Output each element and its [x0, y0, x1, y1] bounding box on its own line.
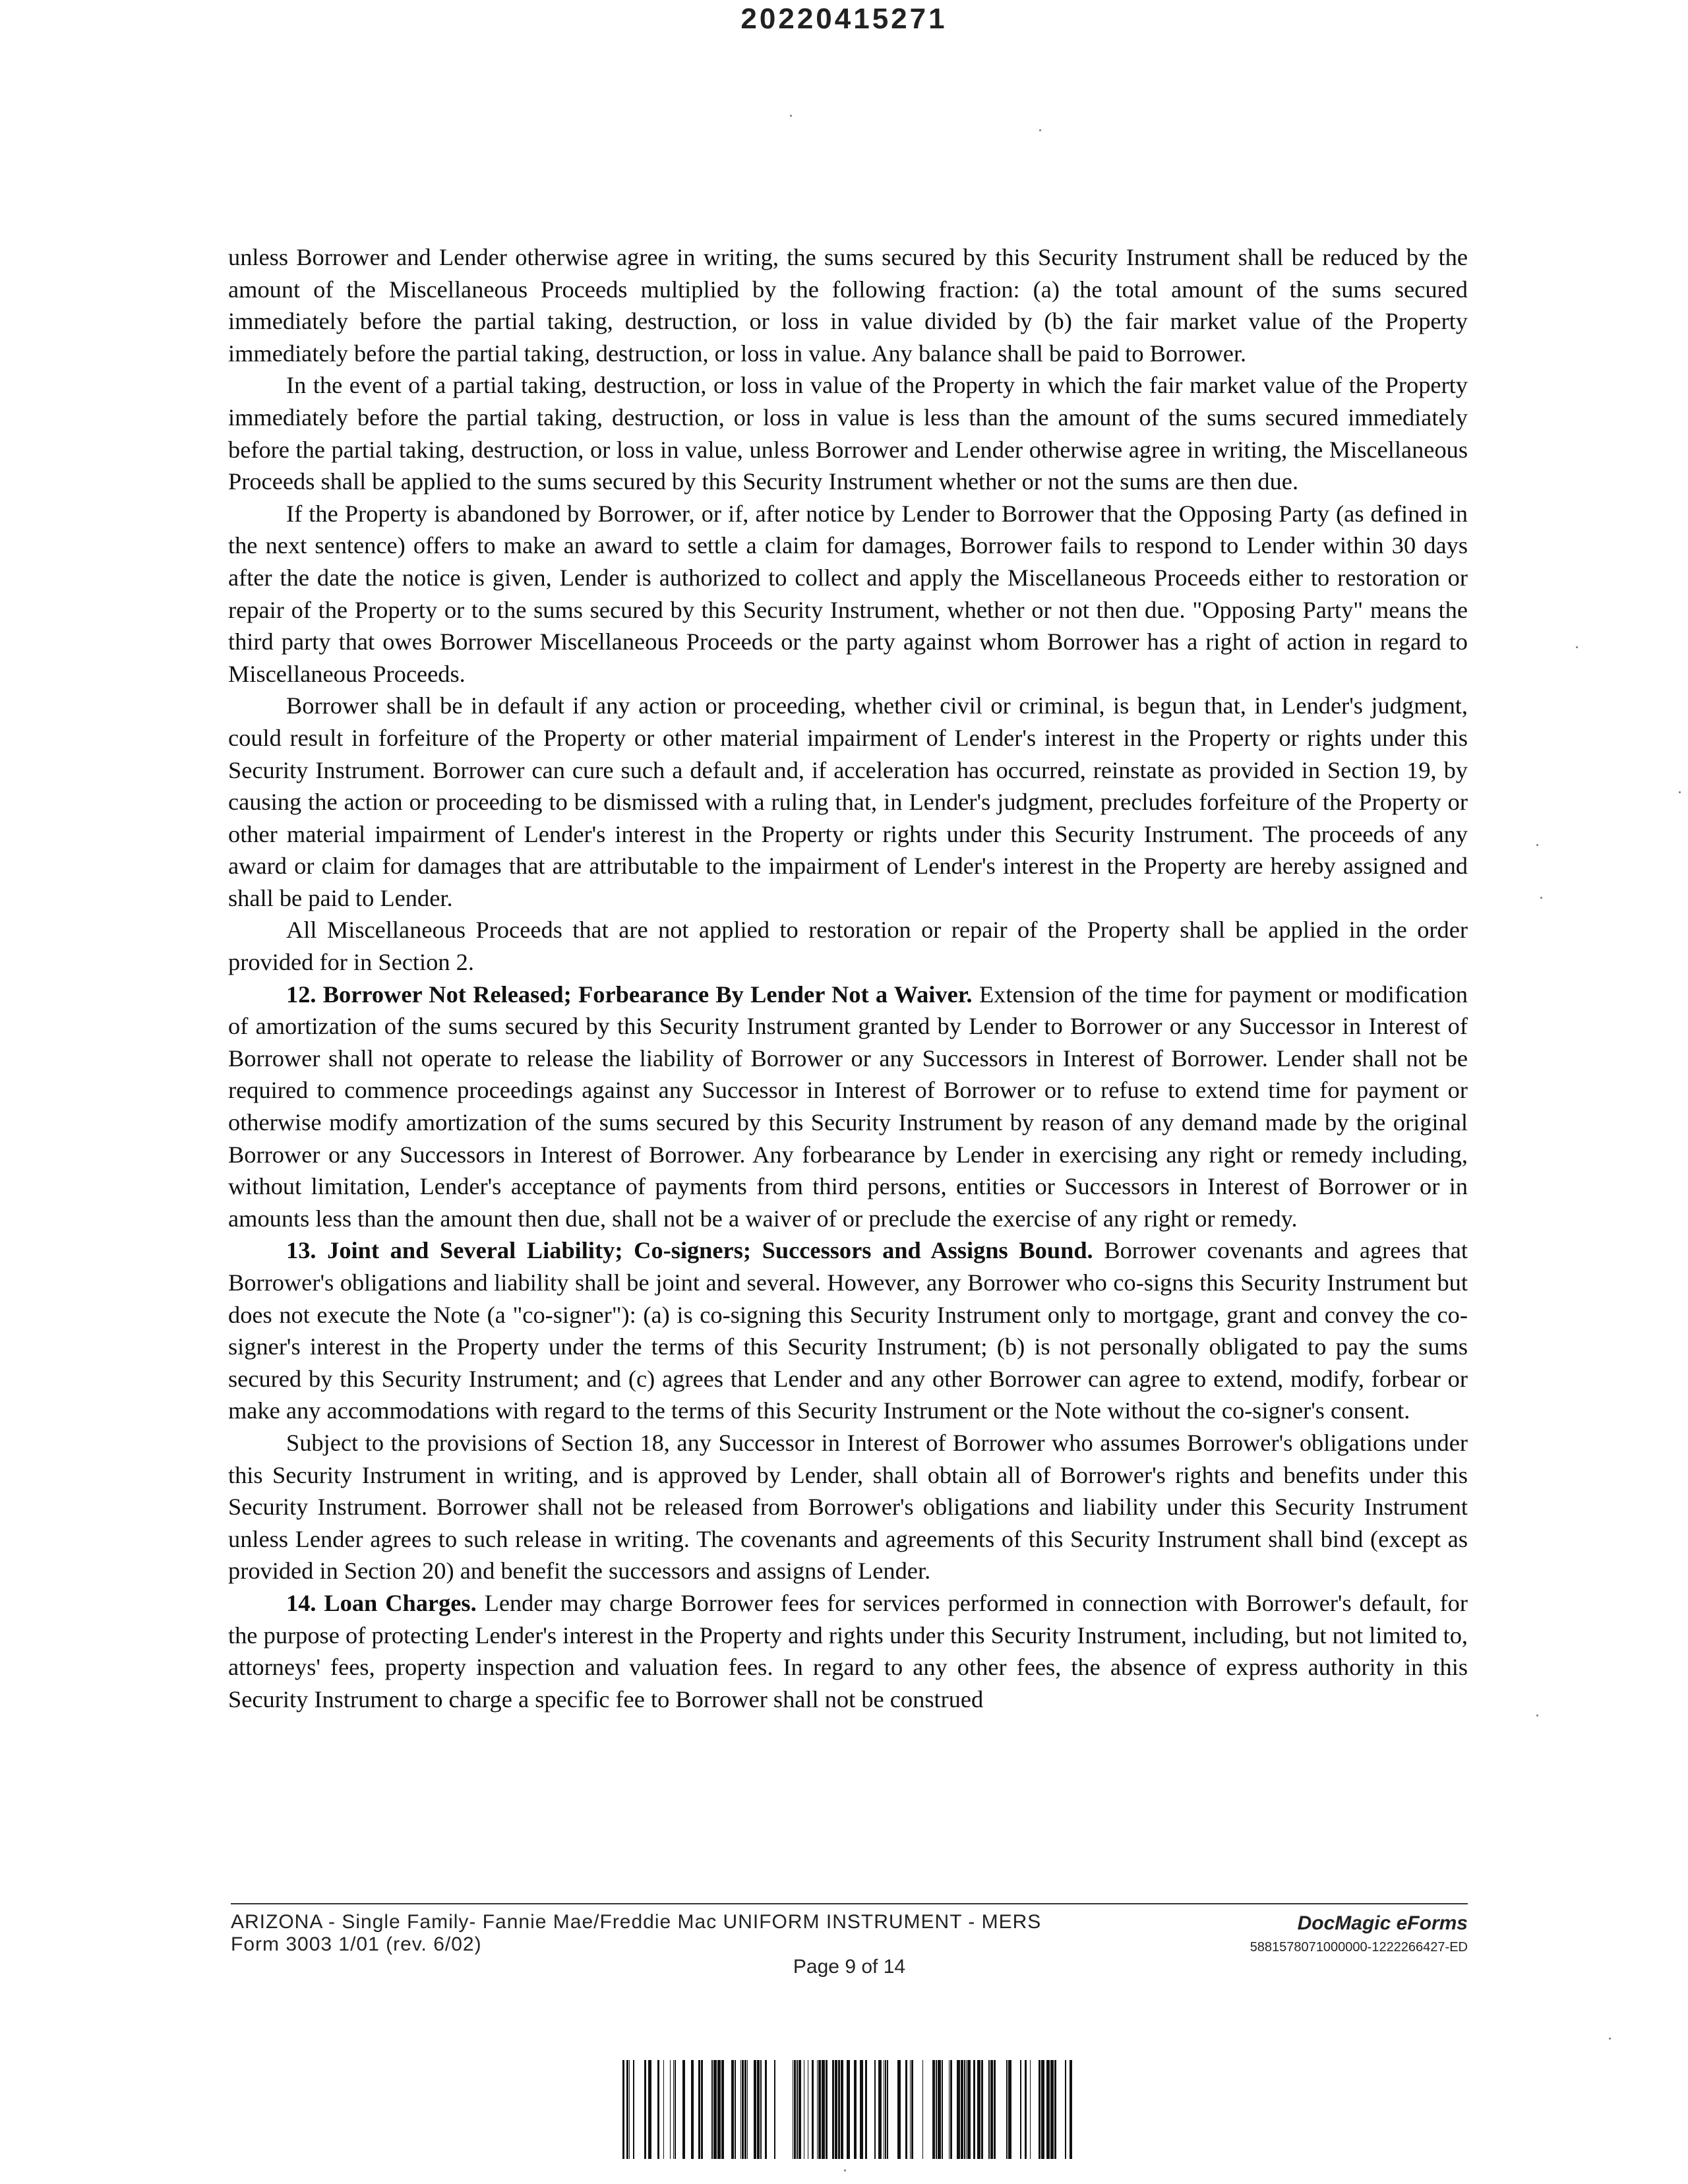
document-body	[228, 241, 1468, 1715]
paragraph-partial-taking-reduction: unless Borrower and Lender otherwise agree in writing, the sums secured by this Security Instrument shall be reduced by the amount of the Miscellaneous Proceeds multiplied by the following fraction: (a) the total amount of the sums secured immediately before the partial taking, destruction, or loss in value divided by (b) the fair market value of the Property immediately before the partial taking, destruction, or loss in value. Any balance shall be paid to Borrower.	[228, 244, 1468, 367]
barcode-icon	[620, 2060, 1081, 2159]
section-14	[228, 1587, 1468, 1715]
recording-number: 20220415271	[740, 3, 948, 35]
section-14-text: Lender may charge Borrower fees for services performed in connection with Borrower's default, for the purpose of protecting Lender's interest in the Property and rights under this Security Instrument, including, but not limited to, attorneys' fees, property inspection and valuation fees. In regard to any other fees, the absence of express authority in this Security Instrument to charge a specific fee to Borrower shall not be construed	[228, 1589, 1468, 1713]
page-number: Page 9 of 14	[793, 1956, 906, 1978]
section-13-text: Borrower covenants and agrees that Borrower's obligations and liability shall be joint and several. However, any Borrower who co-signs this Security Instrument but does not execute the Note (a "co-signer"): (a) is co-signing this Security Instrument only to mortgage, grant and convey the co-signer's interest in the Property under the terms of this Security Instrument; (b) is not personally obligated to pay the sums secured by this Security Instrument; and (c) agrees that Lender and any other Borrower can agree to extend, modify, forbear or make any accommodations with regard to the terms of this Security Instrument or the Note without the co-signer's consent.	[228, 1237, 1468, 1424]
section-12	[228, 979, 1468, 1235]
form-footer	[231, 1903, 1468, 1982]
form-title: ARIZONA - Single Family- Fannie Mae/Freddie Mac UNIFORM INSTRUMENT - MERS	[231, 1911, 1042, 1933]
docmagic-logo: DocMagic eForms	[1297, 1912, 1468, 1934]
paragraph-partial-taking-less-value: In the event of a partial taking, destruction, or loss in value of the Property in which the fair market value of the Property immediately before the partial taking, destruction, or loss in value is less than the amount of the sums secured immediately before the partial taking, destruction, or loss in value, unless Borrower and Lender otherwise agree in writing, the Miscellaneous Proceeds shall be applied to the sums secured by this Security Instrument whether or not the sums are then due.	[228, 372, 1468, 495]
section-12-heading: 12. Borrower Not Released; Forbearance By Lender Not a Waiver.	[286, 981, 973, 1008]
section-13-heading: 13. Joint and Several Liability; Co-signers; Successors and Assigns Bound.	[286, 1237, 1093, 1264]
section-13	[228, 1234, 1468, 1427]
paragraph-default-action: Borrower shall be in default if any action or proceeding, whether civil or criminal, is begun that, in Lender's judgment, could result in forfeiture of the Property or other material impairment of Lender's interest in the Property or rights under this Security Instrument. Borrower can cure such a default and, if acceleration has occurred, reinstate as provided in Section 19, by causing the action or proceeding to be dismissed with a ruling that, in Lender's judgment, precludes forfeiture of the Property or other material impairment of Lender's interest in the Property or rights under this Security Instrument. The proceeds of any award or claim for damages that are attributable to the impairment of Lender's interest in the Property are hereby assigned and shall be paid to Lender.	[228, 692, 1468, 911]
document-code: 5881578071000000-1222266427-ED	[1250, 1940, 1468, 1955]
section-12-text: Extension of the time for payment or modification of amortization of the sums secured by this Security Instrument granted by Lender to Borrower or any Successor in Interest of Borrower shall not operate to release the liability of Borrower or any Successors in Interest of Borrower. Lender shall not be required to commence proceedings against any Successor in Interest of Borrower or to refuse to extend time for payment or otherwise modify amortization of the sums secured by this Security Instrument by reason of any demand made by the original Borrower or any Successors in Interest of Borrower. Any forbearance by Lender in exercising any right or remedy including, without limitation, Lender's acceptance of payments from third persons, entities or Successors in Interest of Borrower or in amounts less than the amount then due, shall not be a waiver of or preclude the exercise of any right or remedy.	[228, 981, 1468, 1232]
paragraph-misc-proceeds-order: All Miscellaneous Proceeds that are not applied to restoration or repair of the Property shall be applied in the order provided for in Section 2.	[228, 917, 1468, 976]
form-number: Form 3003 1/01 (rev. 6/02)	[231, 1933, 482, 1955]
section-14-heading: 14. Loan Charges.	[286, 1589, 477, 1616]
paragraph-successor-in-interest: Subject to the provisions of Section 18, any Successor in Interest of Borrower who assumes Borrower's obligations under this Security Instrument in writing, and is approved by Lender, shall obtain all of Borrower's rights and benefits under this Security Instrument. Borrower shall not be released from Borrower's obligations and liability under this Security Instrument unless Lender agrees to such release in writing. The covenants and agreements of this Security Instrument shall bind (except as provided in Section 20) and benefit the successors and assigns of Lender.	[228, 1429, 1468, 1585]
footer-rule	[231, 1903, 1468, 1904]
paragraph-abandoned-property: If the Property is abandoned by Borrower, or if, after notice by Lender to Borrower that the Opposing Party (as defined in the next sentence) offers to make an award to settle a claim for damages, Borrower fails to respond to Lender within 30 days after the date the notice is given, Lender is authorized to collect and apply the Miscellaneous Proceeds either to restoration or repair of the Property or to the sums secured by this Security Instrument, whether or not then due. "Opposing Party" means the third party that owes Borrower Miscellaneous Proceeds or the party against whom Borrower has a right of action in regard to Miscellaneous Proceeds.	[228, 500, 1468, 687]
